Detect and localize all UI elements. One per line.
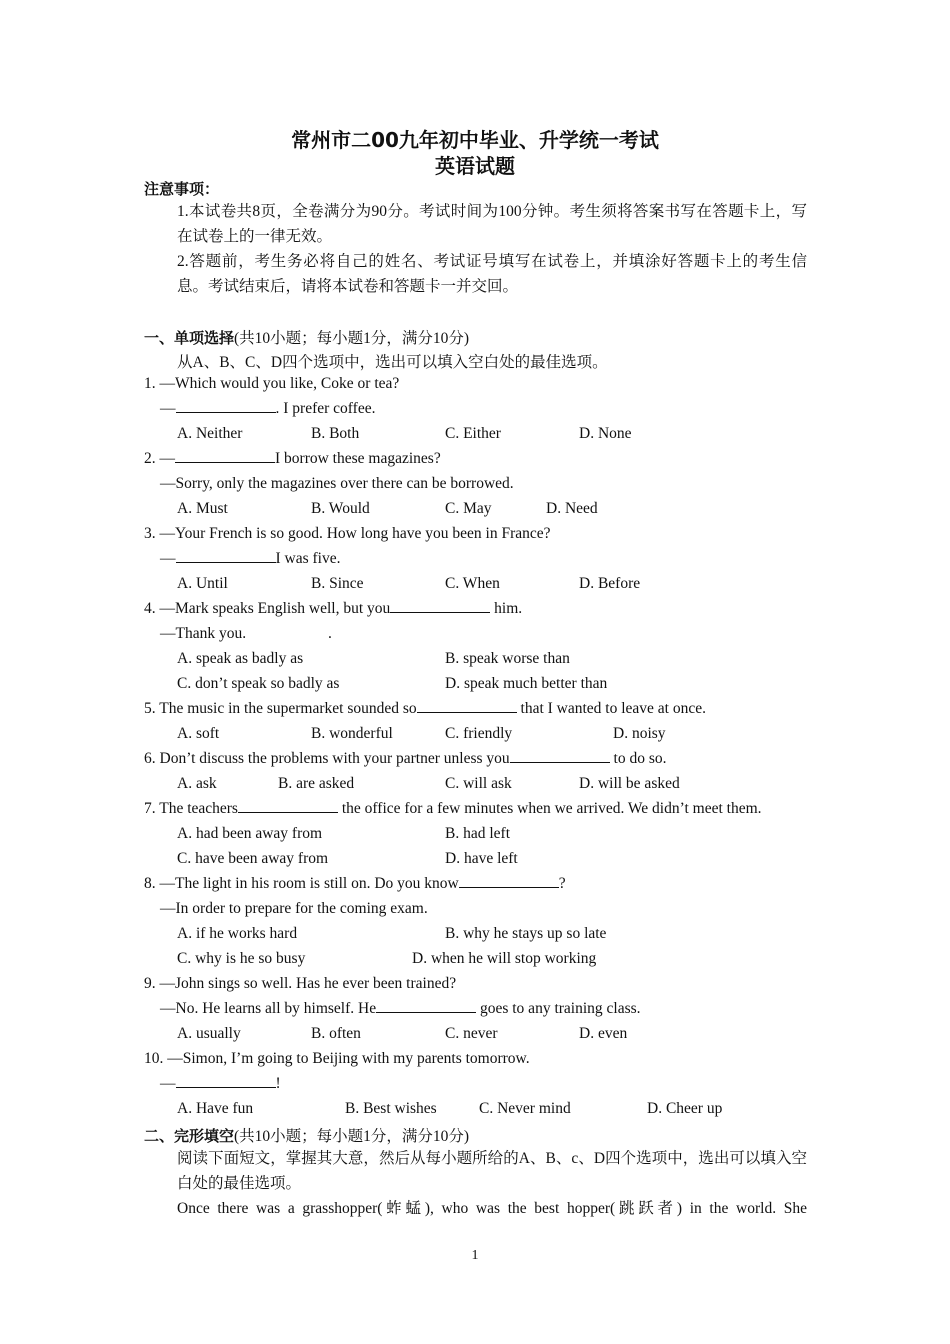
q10-reply-text: !	[275, 1075, 281, 1092]
q4-stem-post: him.	[490, 600, 523, 617]
q3-reply	[160, 550, 341, 568]
q9-blank	[376, 1000, 476, 1013]
q6-option-a: A. ask	[177, 775, 217, 792]
section2-heading	[144, 1124, 469, 1146]
q8-option-d: D. when he will stop working	[412, 950, 597, 967]
q9-reply	[160, 1000, 641, 1018]
q3-option-a: A. Until	[177, 575, 228, 592]
q10-blank	[176, 1075, 276, 1088]
q4-stem-pre: 4. —Mark speaks English well, but you	[144, 600, 391, 617]
q4-option-c: C. don’t speak so badly as	[177, 675, 340, 692]
q2-stem-text: I borrow these magazines?	[275, 450, 441, 467]
notice-heading: 注意事项：	[144, 180, 220, 198]
q10-option-c: C. Never mind	[479, 1100, 571, 1117]
q9-reply-pre: —No. He learns all by himself. He	[160, 1000, 377, 1017]
section1-instruction: 从A、B、C、D四个选项中，选出可以填入空白处的最佳选项。	[177, 354, 608, 371]
q4-stem	[144, 600, 522, 618]
notice-item-2-text: 2.答题前，考生务必将自己的姓名、考试证号填写在试卷上，并填涂好答题卡上的考生信息。考试结束后，请将本试卷和答题卡一并交回。	[177, 253, 807, 295]
q2-stem	[144, 450, 441, 468]
q9-reply-post: goes to any training class.	[476, 1000, 641, 1017]
q6-option-c: C. will ask	[445, 775, 512, 792]
q5-option-b: B. wonderful	[311, 725, 393, 742]
q4-reply-dot: .	[328, 625, 332, 642]
q3-stem: 3. —Your French is so good. How long have you been in France?	[144, 525, 551, 542]
notice-item-1	[177, 199, 807, 249]
q7-stem-pre: 7. The teachers	[144, 800, 238, 817]
q8-option-c: C. why is he so busy	[177, 950, 306, 967]
q2-blank	[175, 450, 275, 463]
section2-title: 二、完形填空	[144, 1127, 235, 1145]
section1-heading	[144, 326, 469, 348]
q3-option-b: B. Since	[311, 575, 364, 592]
q6-option-b: B. are asked	[278, 775, 355, 792]
q2-option-a: A. Must	[177, 500, 228, 517]
q7-option-d: D. have left	[445, 850, 518, 867]
q9-option-b: B. often	[311, 1025, 361, 1042]
q5-option-c: C. friendly	[445, 725, 513, 742]
q7-blank	[238, 800, 338, 813]
q3-dash: —	[160, 550, 176, 567]
q1-blank	[176, 400, 276, 413]
q1-stem: 1. —Which would you like, Coke or tea?	[144, 375, 400, 392]
q6-stem-post: to do so.	[609, 750, 667, 767]
notice-item-2	[177, 249, 807, 299]
q5-option-d: D. noisy	[613, 725, 666, 742]
q9-option-d: D. even	[579, 1025, 628, 1042]
q8-stem	[144, 875, 566, 893]
q7-stem-post: the office for a few minutes when we arrived. We didn’t meet them.	[337, 800, 762, 817]
q8-option-a: A. if he works hard	[177, 925, 298, 942]
q1-reply	[160, 400, 375, 418]
q5-blank	[417, 700, 517, 713]
q5-stem-pre: 5. The music in the supermarket sounded so	[144, 700, 417, 717]
q10-option-d: D. Cheer up	[647, 1100, 723, 1117]
q1-option-b: B. Both	[311, 425, 360, 442]
page-number: 1	[471, 1248, 479, 1263]
q1-reply-text: . I prefer coffee.	[275, 400, 376, 417]
q2-option-b: B. Would	[311, 500, 370, 517]
q7-option-b: B. had left	[445, 825, 510, 842]
exam-subtitle: 英语试题	[435, 154, 515, 178]
section2-instruction: 阅读下面短文，掌握其大意，然后从每小题所给的A、B、c、D四个选项中，选出可以填入空白处的最佳选项。	[177, 1150, 807, 1192]
q9-stem: 9. —John sings so well. Has he ever been trained?	[144, 975, 457, 992]
q1-dash: —	[160, 400, 176, 417]
q7-stem	[144, 800, 762, 818]
q7-option-a: A. had been away from	[177, 825, 323, 842]
q4-option-b: B. speak worse than	[445, 650, 570, 667]
q4-option-a: A. speak as badly as	[177, 650, 304, 667]
q2-prefix: 2. —	[144, 450, 175, 467]
q3-option-c: C. When	[445, 575, 500, 592]
q10-option-b: B. Best wishes	[345, 1100, 437, 1117]
q7-option-c: C. have been away from	[177, 850, 329, 867]
section2-note: (共10小题；每小题1分，满分10分)	[234, 1128, 470, 1145]
q5-stem	[144, 700, 706, 718]
q1-option-a: A. Neither	[177, 425, 243, 442]
q4-blank	[390, 600, 490, 613]
q1-option-d: D. None	[579, 425, 632, 442]
q8-option-b: B. why he stays up so late	[445, 925, 607, 942]
q8-blank	[459, 875, 559, 888]
q6-blank	[510, 750, 610, 763]
q1-option-c: C. Either	[445, 425, 501, 442]
q6-stem	[144, 750, 667, 768]
q6-stem-pre: 6. Don’t discuss the problems with your partner unless you	[144, 750, 510, 767]
q8-reply: —In order to prepare for the coming exam.	[160, 900, 428, 917]
q9-option-c: C. never	[445, 1025, 498, 1042]
q5-option-a: A. soft	[177, 725, 220, 742]
section1-title: 一、单项选择	[144, 329, 235, 347]
q4-reply: —Thank you.	[160, 625, 247, 642]
exam-title: 常州市二00九年初中毕业、升学统一考试	[291, 128, 659, 152]
q3-reply-text: I was five.	[275, 550, 341, 567]
q10-option-a: A. Have fun	[177, 1100, 254, 1117]
q2-option-d: D. Need	[546, 500, 598, 517]
q4-option-d: D. speak much better than	[445, 675, 608, 692]
q10-stem: 10. —Simon, I’m going to Beijing with my parents tomorrow.	[144, 1050, 530, 1067]
q6-option-d: D. will be asked	[579, 775, 680, 792]
section2-passage: Once there was a grasshopper(蚱蜢), who was the best hopper(跳跃者) in the world. She	[177, 1200, 807, 1217]
q8-stem-post: ?	[558, 875, 566, 892]
notice-item-1-text: 1.本试卷共8页，全卷满分为90分。考试时间为100分钟。考生须将答案书写在答题卡上，写在试卷上的一律无效。	[177, 203, 807, 245]
q3-blank	[176, 550, 276, 563]
q3-option-d: D. Before	[579, 575, 641, 592]
q9-option-a: A. usually	[177, 1025, 241, 1042]
q2-option-c: C. May	[445, 500, 492, 517]
q10-dash: —	[160, 1075, 176, 1092]
q10-reply	[160, 1075, 281, 1093]
q8-stem-pre: 8. —The light in his room is still on. Do you know	[144, 875, 459, 892]
section1-note: (共10小题；每小题1分，满分10分)	[234, 330, 470, 347]
q2-reply: —Sorry, only the magazines over there can be borrowed.	[160, 475, 514, 492]
q5-stem-post: that I wanted to leave at once.	[516, 700, 707, 717]
